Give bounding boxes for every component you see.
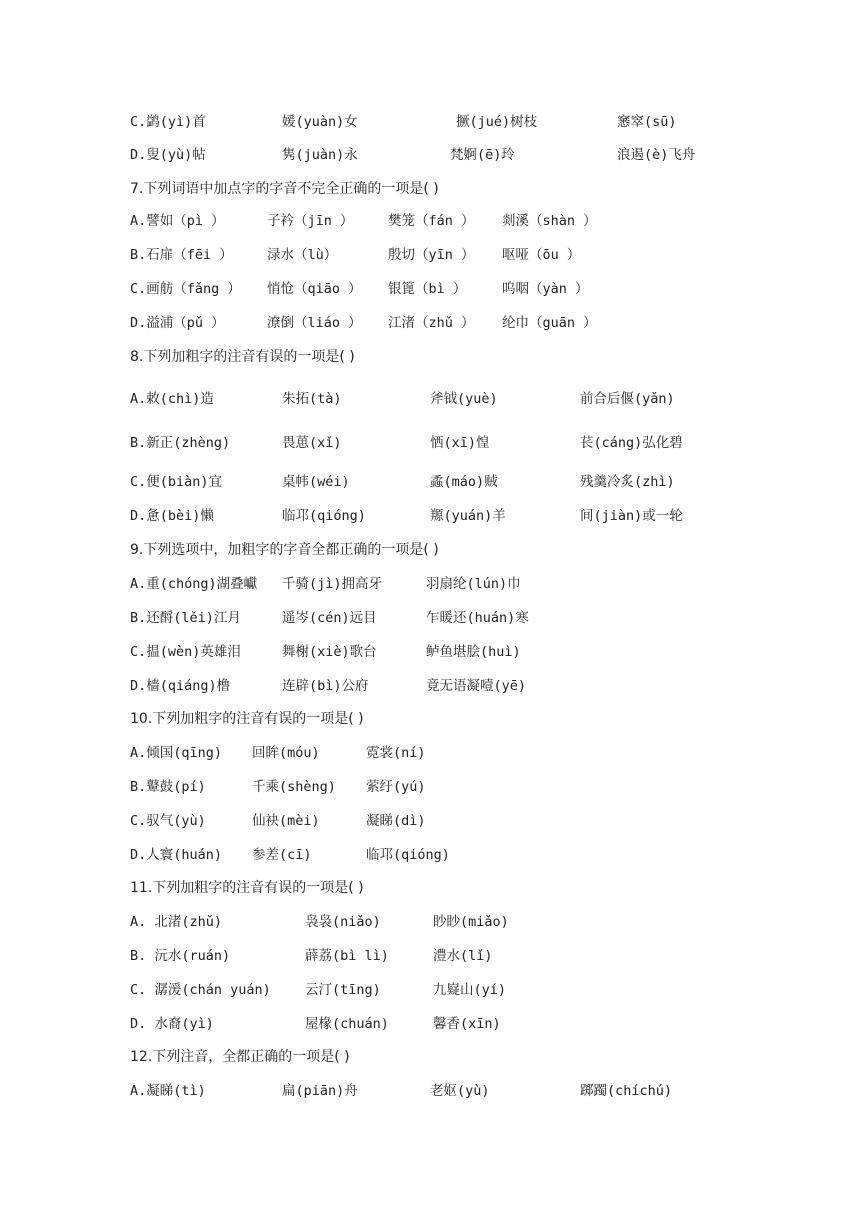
option-item: 渌水（lù） <box>267 247 338 263</box>
option-item: D.人寰(huán) <box>130 847 223 863</box>
option-item: 隽(juàn)永 <box>282 147 358 163</box>
option-item: 羱(yuán)羊 <box>430 508 506 524</box>
question-stem: 7.下列词语中加点字的字音不完全正确的一项是( ) <box>130 181 439 197</box>
option-row <box>0 677 860 697</box>
option-item: B.还酹(lěi)江月 <box>130 610 241 626</box>
option-item: 老妪(yù) <box>430 1083 490 1099</box>
option-item: B.石扉（fēi ） <box>130 247 233 263</box>
option-item: 临邛(qióng) <box>282 508 366 524</box>
option-row <box>0 314 860 334</box>
option-row <box>0 1015 860 1035</box>
option-item: 剡溪（shàn ） <box>502 213 597 229</box>
option-row <box>0 507 860 527</box>
option-item: 浪遏(è)飞舟 <box>617 147 696 163</box>
option-item: 踯躅(chíchú) <box>580 1083 673 1099</box>
option-item: 悄怆（qiāo ） <box>267 281 362 297</box>
option-item: 袅袅(niǎo) <box>305 914 381 930</box>
option-item: 羽扇纶(lún)巾 <box>426 576 521 592</box>
option-item: C.鹢(yì)首 <box>130 114 206 130</box>
option-item: 畏葸(xǐ) <box>282 435 342 451</box>
option-item: 斧钺(yuè) <box>430 391 498 407</box>
option-item: C.便(biàn)宜 <box>130 474 223 490</box>
option-item: 舞榭(xiè)歌台 <box>282 644 377 660</box>
option-item: A.倾国(qīng) <box>130 745 223 761</box>
option-item: 临邛(qióng) <box>366 847 450 863</box>
option-row <box>0 812 860 832</box>
option-item: A.重(chóng)湖叠巘 <box>130 576 258 592</box>
option-item: C.驭气(yù) <box>130 813 206 829</box>
option-item: 扁(piān)舟 <box>282 1083 358 1099</box>
option-item: A.敕(chì)造 <box>130 391 214 407</box>
option-row <box>0 913 860 933</box>
option-item: B.鼙鼓(pí) <box>130 779 206 795</box>
option-item: 苌(cáng)弘化碧 <box>580 435 683 451</box>
option-item: 撅(jué)树枝 <box>456 114 538 130</box>
option-item: 潦倒（liáo ） <box>267 315 362 331</box>
option-item: D.溢浦（pǔ ） <box>130 315 225 331</box>
option-item: 鲈鱼堪脍(huì) <box>426 644 521 660</box>
option-row <box>0 280 860 300</box>
option-item: 千乘(shèng) <box>252 779 336 795</box>
option-row <box>0 434 860 454</box>
option-item: 呕哑（ōu ） <box>502 247 581 263</box>
option-item: 遥岑(cén)远目 <box>282 610 377 626</box>
option-item: 江渚（zhǔ ） <box>388 315 475 331</box>
option-item: D.叟(yù)帖 <box>130 147 206 163</box>
question-stem: 12.下列注音，全都正确的一项是( ) <box>130 1049 350 1065</box>
option-item: 澧水(lǐ) <box>433 948 493 964</box>
option-row <box>0 1082 860 1102</box>
option-item: 乍暖还(huán)寒 <box>426 610 529 626</box>
option-item: 屋椽(chuán) <box>305 1016 389 1032</box>
option-item: 薜荔(bì lì) <box>305 948 389 964</box>
option-item: B.新正(zhèng) <box>130 435 231 451</box>
option-item: A. 北渚(zhǔ) <box>130 914 223 930</box>
option-item: 残羹冷炙(zhì) <box>580 474 675 490</box>
option-row <box>0 390 860 410</box>
option-row <box>0 246 860 266</box>
option-row <box>0 778 860 798</box>
option-item: 窸窣(sū) <box>617 114 677 130</box>
option-row <box>0 744 860 764</box>
option-item: 竟无语凝噎(yē) <box>426 678 527 694</box>
option-row <box>0 609 860 629</box>
option-row <box>0 643 860 663</box>
option-item: 云汀(tīng) <box>305 982 381 998</box>
option-item: C. 潺湲(chán yuán) <box>130 982 271 998</box>
option-item: 连辟(bì)公府 <box>282 678 369 694</box>
option-item: 蟊(máo)贼 <box>430 474 498 490</box>
option-row <box>0 947 860 967</box>
option-item: 樊笼（fán ） <box>388 213 475 229</box>
option-item: 间(jiàn)或一轮 <box>580 508 683 524</box>
option-item: 前合后偃(yǎn) <box>580 391 675 407</box>
question-stem: 11.下列加粗字的注音有误的一项是( ) <box>130 880 364 896</box>
option-row <box>0 575 860 595</box>
option-item: 仙袂(mèi) <box>252 813 320 829</box>
option-item: A.凝睇(tì) <box>130 1083 206 1099</box>
option-item: B. 沅水(ruán) <box>130 948 231 964</box>
option-item: 凝睇(dì) <box>366 813 426 829</box>
question-stem: 8.下列加粗字的注音有误的一项是( ) <box>130 349 355 365</box>
option-item: 馨香(xīn) <box>433 1016 501 1032</box>
option-row <box>0 981 860 1001</box>
option-item: 萦纡(yú) <box>366 779 426 795</box>
option-item: 子衿（jīn ） <box>267 213 354 229</box>
option-item: 恓(xī)惶 <box>430 435 490 451</box>
option-item: C.揾(wèn)英雄泪 <box>130 644 241 660</box>
option-item: C.画舫（fǎng ） <box>130 281 241 297</box>
option-item: D.惫(bèi)懒 <box>130 508 214 524</box>
option-item: 银篦（bì ） <box>388 281 467 297</box>
option-item: 参差(cī) <box>252 847 312 863</box>
option-item: 九嶷山(yí) <box>433 982 507 998</box>
option-item: 桌帏(wéi) <box>282 474 350 490</box>
option-row <box>0 846 860 866</box>
option-item: 呜咽（yàn ） <box>502 281 589 297</box>
option-item: 梵婀(ē)玲 <box>450 147 515 163</box>
option-item: 纶巾（guān ） <box>502 315 597 331</box>
option-item: 霓裳(ní) <box>366 745 426 761</box>
question-stem: 9.下列选项中，加粗字的字音全都正确的一项是( ) <box>130 542 439 558</box>
option-item: 眇眇(miǎo) <box>433 914 509 930</box>
option-item: A.譬如（pì ） <box>130 213 225 229</box>
question-stem: 10.下列加粗字的注音有误的一项是( ) <box>130 711 364 727</box>
option-row <box>0 212 860 232</box>
option-row <box>0 113 860 133</box>
option-row <box>0 146 860 166</box>
option-item: 朱拓(tà) <box>282 391 342 407</box>
option-row <box>0 473 860 493</box>
option-item: 千骑(jì)拥高牙 <box>282 576 383 592</box>
option-item: D. 水裔(yì) <box>130 1016 214 1032</box>
option-item: 媛(yuàn)女 <box>282 114 358 130</box>
option-item: 殷切（yīn ） <box>388 247 475 263</box>
option-item: 回眸(móu) <box>252 745 320 761</box>
option-item: D.樯(qiáng)橹 <box>130 678 231 694</box>
